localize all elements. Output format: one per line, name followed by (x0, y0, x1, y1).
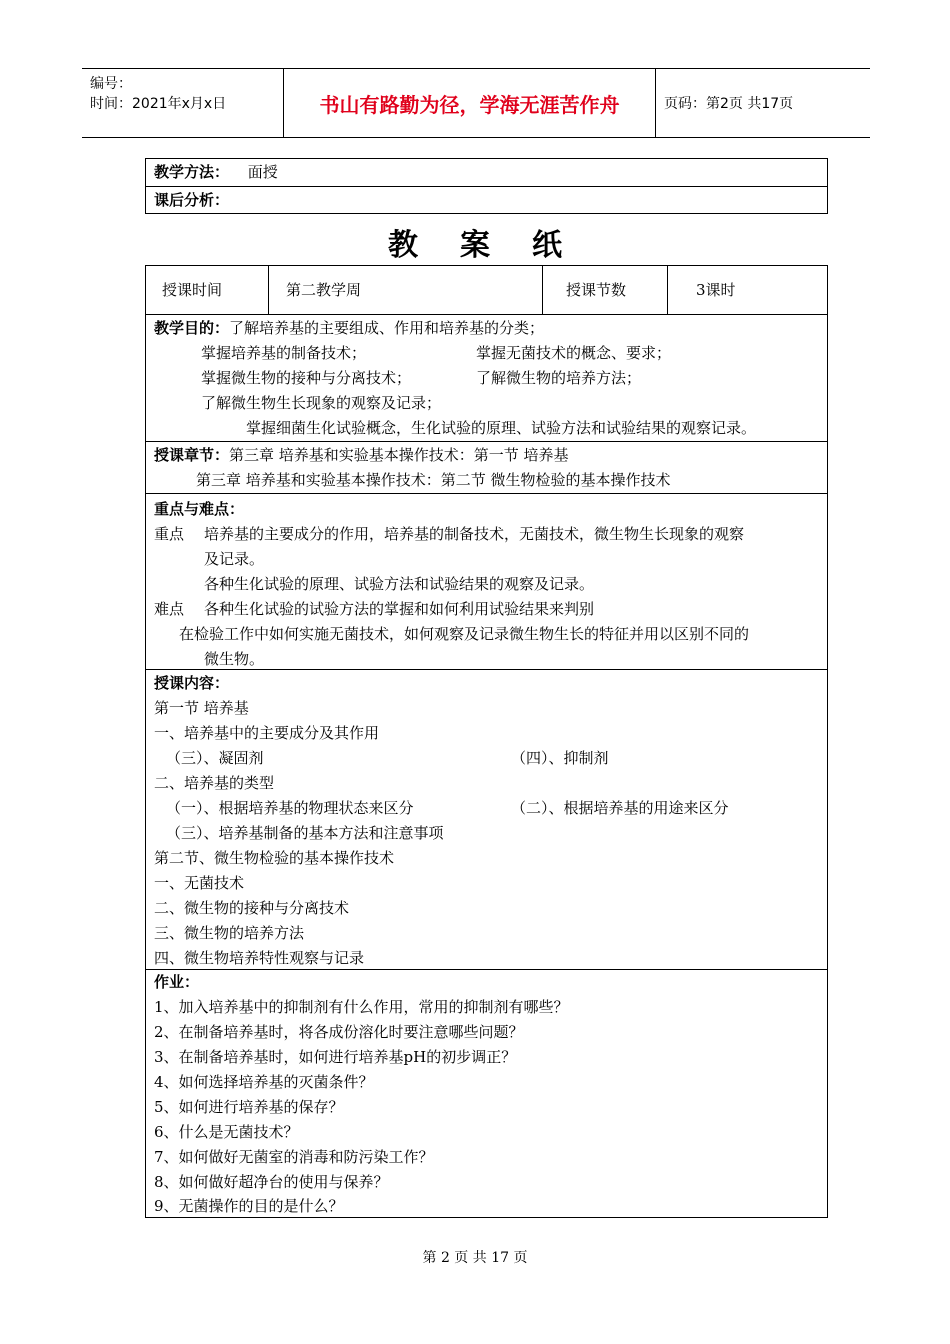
diff-line: 微生物。 (204, 650, 265, 668)
objectives-label: 教学目的： (154, 319, 230, 337)
content-line: 一、培养基中的主要成分及其作用 (154, 724, 380, 742)
content-line: 第二节、微生物检验的基本操作技术 (154, 849, 395, 867)
content-section (146, 669, 827, 970)
page-info: 页码：第2页 共17页 (664, 96, 794, 112)
key-points-section (146, 493, 827, 670)
homework-item: 2、在制备培养基时，将各成份溶化时要注意哪些问题？ (154, 1023, 524, 1041)
content-line: （三）、凝固剂 (166, 749, 264, 767)
diff-line: 在检验工作中如何实施无菌技术，如何观察及记录微生物生长的特征并用以区别不同的 (179, 625, 750, 643)
analysis-label: 课后分析： (154, 191, 230, 209)
header-meta (82, 69, 282, 137)
homework-item: 1、加入培养基中的抑制剂有什么作用，常用的抑制剂有哪些？ (154, 998, 569, 1016)
homework-item: 5、如何进行培养基的保存？ (154, 1098, 344, 1116)
content-line: （二）、根据培养基的用途来区分 (511, 799, 729, 817)
hours-label-cell: 授课节数 (566, 281, 627, 299)
content-line: 三、微生物的培养方法 (154, 924, 305, 942)
homework-item: 3、在制备培养基时，如何进行培养基pH的初步调正？ (154, 1048, 517, 1066)
homework-section (146, 969, 827, 1217)
homework-item: 8、如何做好超净台的使用与保养？ (154, 1173, 389, 1191)
objective-line: 了解微生物生长现象的观察及记录； (201, 394, 442, 412)
key-label: 重点 (154, 525, 185, 543)
time-value-cell: 第二教学周 (286, 281, 362, 299)
content-line: （四）、抑制剂 (511, 749, 609, 767)
number-label: 编号： (90, 76, 132, 92)
chapters-label: 授课章节： (154, 446, 230, 464)
lesson-table (145, 265, 828, 1218)
method-label: 教学方法： (154, 163, 230, 181)
method-row (146, 159, 827, 187)
homework-label: 作业： (154, 973, 200, 991)
content-line: 四、微生物培养特性观察与记录 (154, 949, 365, 967)
objective-line: 了解微生物的培养方法； (476, 369, 642, 387)
diff-line: 各种生化试验的试验方法的掌握和如何利用试验结果来判别 (204, 600, 595, 618)
objective-line: 掌握培养基的制备技术； (201, 344, 367, 362)
time-label: 时间：2021年x月x日 (90, 96, 227, 112)
info-row (146, 266, 827, 315)
content-line: 二、培养基的类型 (154, 774, 275, 792)
content-line: 一、无菌技术 (154, 874, 245, 892)
objective-line: 掌握微生物的接种与分离技术； (201, 369, 412, 387)
key-points-label: 重点与难点： (154, 500, 245, 518)
method-value: 面授 (247, 163, 278, 181)
diff-label: 难点 (154, 600, 185, 618)
motto: 书山有路勤为径，学海无涯苦作舟 (283, 69, 656, 137)
page-header (82, 68, 870, 138)
page-footer: 第 2 页 共 17 页 (422, 1250, 528, 1266)
key-line: 各种生化试验的原理、试验方法和试验结果的观察及记录。 (204, 575, 595, 593)
homework-item: 4、如何选择培养基的灭菌条件？ (154, 1073, 374, 1091)
hours-value-cell: 3课时 (696, 281, 736, 299)
content-line: （一）、根据培养基的物理状态来区分 (166, 799, 414, 817)
page-title: 教案纸 (388, 228, 604, 263)
content-label: 授课内容： (154, 674, 230, 692)
objective-line: 了解培养基的主要组成、作用和培养基的分类； (229, 319, 545, 337)
objectives-section (146, 314, 827, 442)
key-line: 培养基的主要成分的作用，培养基的制备技术，无菌技术，微生物生长现象的观察 (204, 525, 745, 543)
objective-line: 掌握细菌生化试验概念，生化试验的原理、试验方法和试验结果的观察记录。 (246, 419, 757, 437)
analysis-row (146, 187, 827, 214)
key-line: 及记录。 (204, 550, 265, 568)
homework-item: 9、无菌操作的目的是什么？ (154, 1197, 344, 1215)
content-line: 第一节 培养基 (154, 699, 249, 717)
chapters-section (146, 441, 827, 494)
objective-line: 掌握无菌技术的概念、要求； (476, 344, 672, 362)
chapter-line: 第三章 培养基和实验基本操作技术：第二节 微生物检验的基本操作技术 (196, 471, 671, 489)
homework-item: 7、如何做好无菌室的消毒和防污染工作？ (154, 1148, 434, 1166)
content-line: 二、微生物的接种与分离技术 (154, 899, 350, 917)
homework-item: 6、什么是无菌技术？ (154, 1123, 299, 1141)
time-label-cell: 授课时间 (162, 281, 223, 299)
method-table (145, 158, 828, 214)
chapter-line: 第三章 培养基和实验基本操作技术：第一节 培养基 (229, 446, 569, 464)
content-line: （三）、培养基制备的基本方法和注意事项 (166, 824, 444, 842)
